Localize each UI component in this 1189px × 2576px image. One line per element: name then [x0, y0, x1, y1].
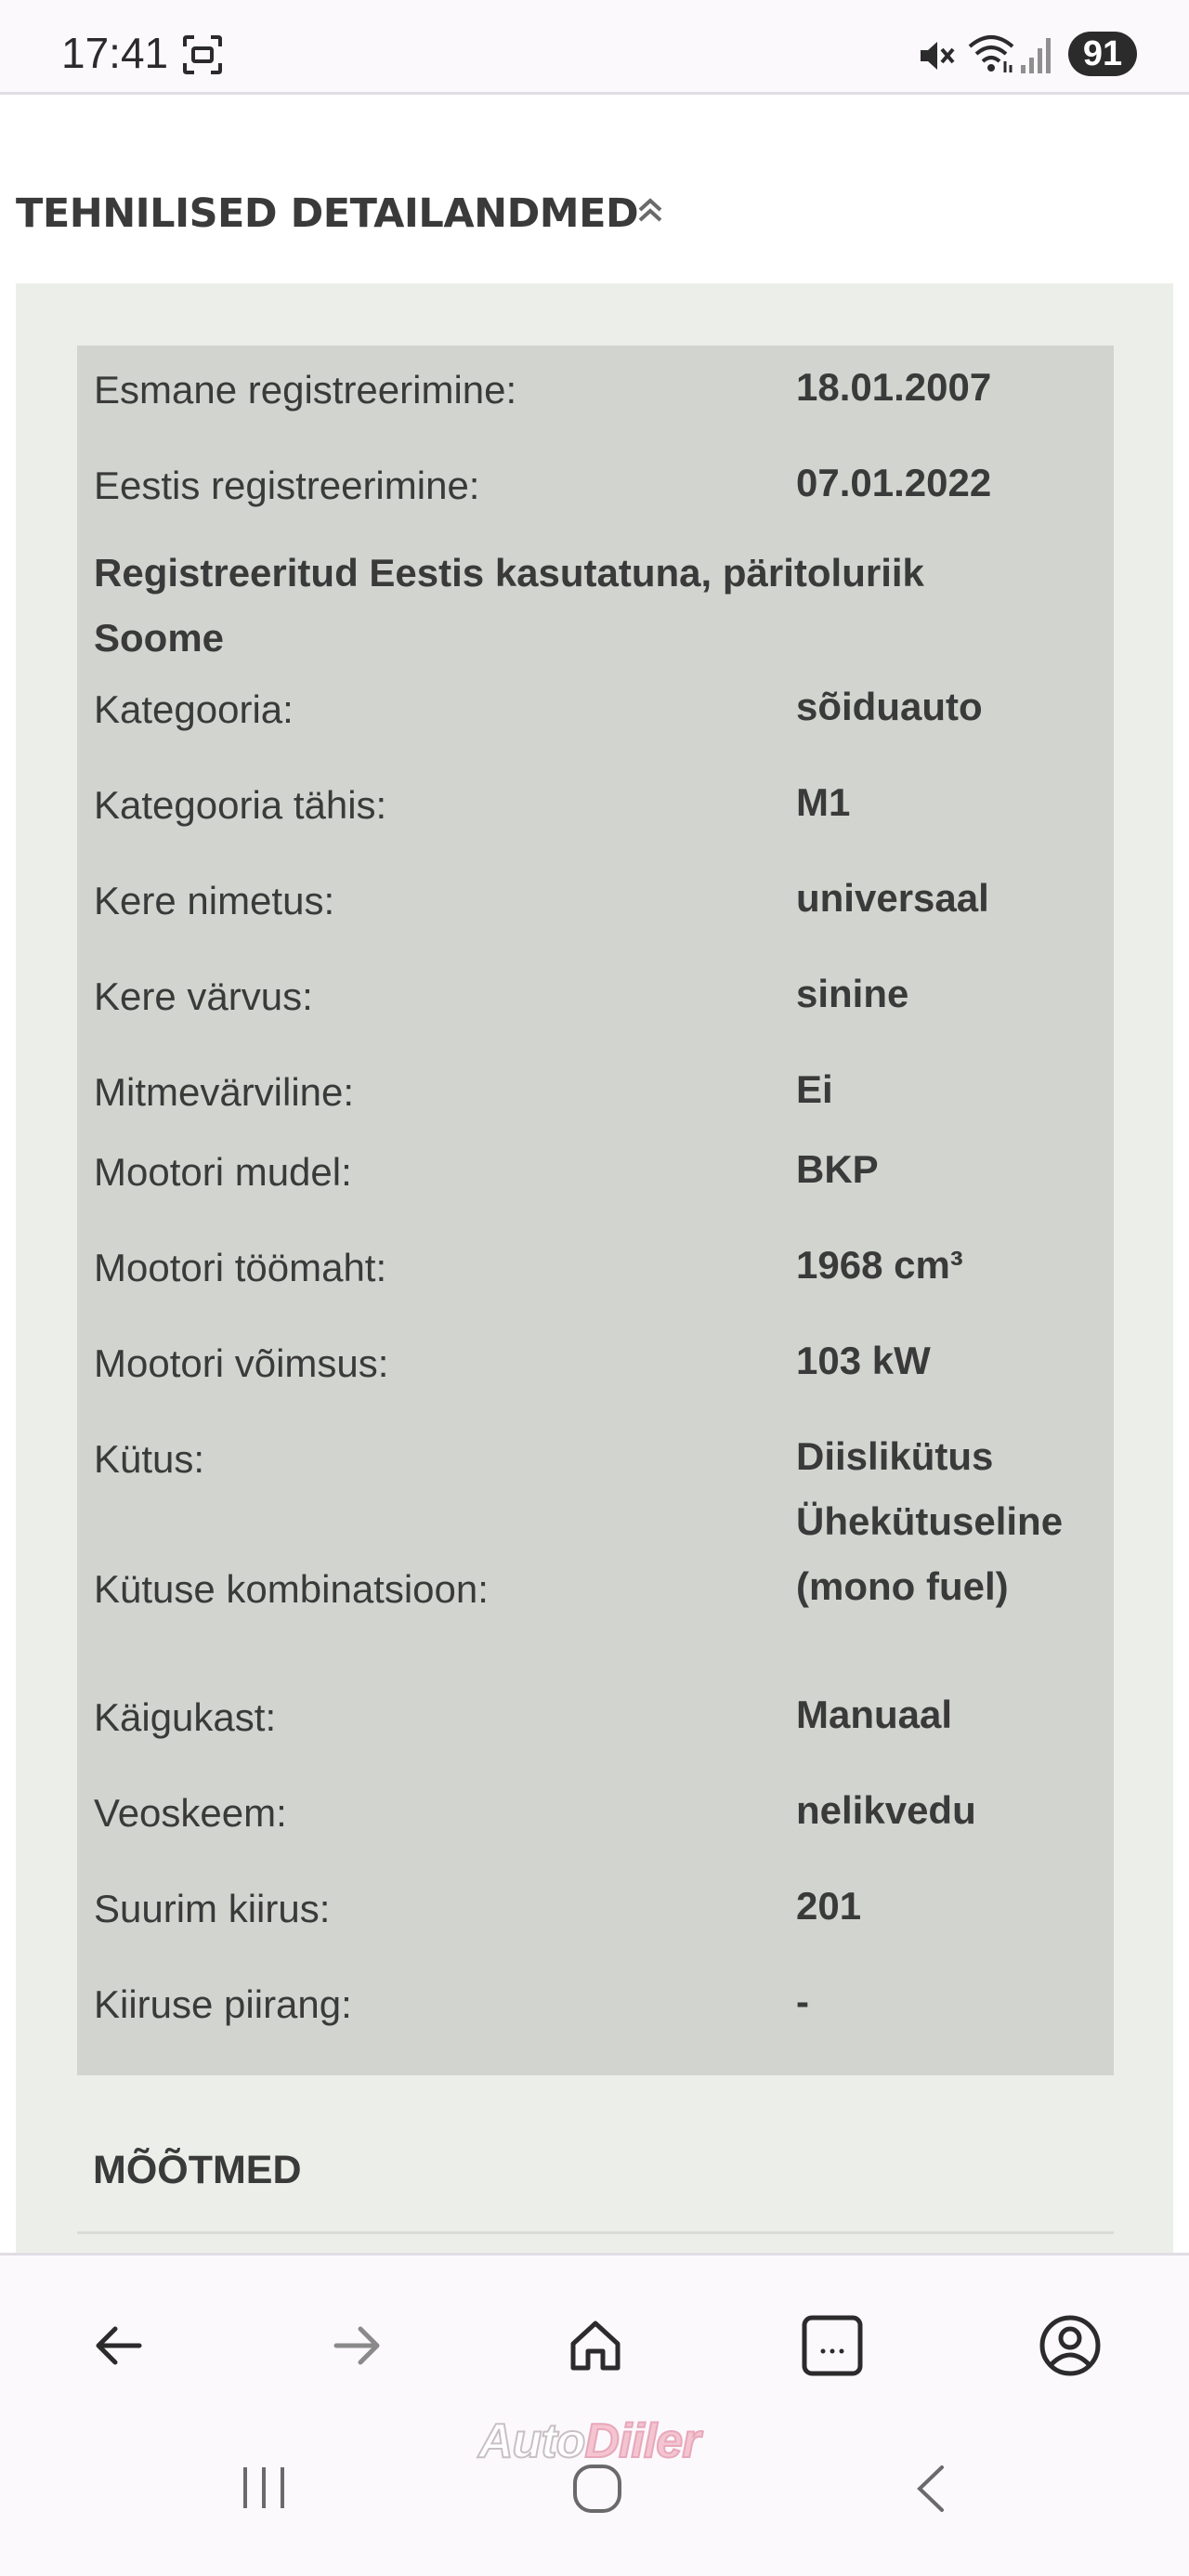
registration-note-line1: Registreeritud Eestis kasutatuna, päritoluriik	[94, 551, 924, 595]
detail-value: 201	[796, 1884, 862, 1928]
detail-value: 18.01.2007	[796, 365, 992, 409]
forward-arrow-icon	[329, 2318, 385, 2378]
detail-value-line1: Ühekütuseline	[796, 1499, 1064, 1543]
detail-value-line2: (mono fuel)	[796, 1564, 1009, 1608]
detail-value	[796, 1489, 1063, 1619]
profile-icon	[1039, 2314, 1102, 2382]
detail-value: nelikvedu	[796, 1788, 976, 1832]
forward-button[interactable]	[320, 2310, 394, 2385]
detail-value: sinine	[796, 972, 909, 1015]
home-nav-button[interactable]	[572, 2464, 622, 2518]
detail-value: Manuaal	[796, 1693, 953, 1736]
detail-value: BKP	[796, 1147, 879, 1191]
detail-label: Suurim kiirus:	[94, 1887, 331, 1930]
recent-apps-icon	[240, 2500, 288, 2516]
status-time: 17:41	[61, 29, 169, 77]
detail-value: 07.01.2022	[796, 461, 992, 504]
detail-value: sõiduauto	[796, 685, 983, 728]
detail-label: Kütuse kombinatsioon:	[94, 1567, 489, 1611]
chevron-double-up-icon[interactable]	[637, 197, 663, 229]
tabs-button[interactable]	[795, 2310, 869, 2385]
detail-label: Mootori mudel:	[94, 1150, 352, 1194]
wifi-icon	[966, 33, 1016, 79]
home-button[interactable]	[558, 2310, 633, 2385]
detail-label: Kiiruse piirang:	[94, 1982, 352, 2026]
detail-value: universaal	[796, 876, 989, 920]
profile-button[interactable]	[1033, 2310, 1107, 2385]
status-bar	[0, 0, 1189, 95]
screenshot-icon	[181, 33, 224, 81]
battery-level: 91	[1068, 32, 1137, 76]
divider	[77, 2231, 1114, 2234]
detail-value: 1968 cm³	[796, 1243, 963, 1287]
tabs-icon	[801, 2314, 864, 2382]
recent-apps-button[interactable]	[240, 2464, 288, 2517]
details-table	[77, 346, 1114, 2075]
mute-icon	[915, 35, 956, 81]
detail-label: Käigukast:	[94, 1695, 277, 1739]
detail-label: Eestis registreerimine:	[94, 464, 480, 507]
detail-label: Esmane registreerimine:	[94, 368, 517, 412]
registration-note-line2: Soome	[94, 616, 225, 660]
signal-icon	[1019, 35, 1056, 79]
watermark-part2: Diiler	[584, 2414, 700, 2468]
back-nav-icon	[912, 2502, 949, 2517]
detail-label: Veoskeem:	[94, 1791, 287, 1835]
back-nav-button[interactable]	[912, 2464, 949, 2518]
home-icon	[566, 2316, 625, 2380]
detail-label: Mitmevärviline:	[94, 1070, 355, 1114]
back-arrow-icon	[91, 2318, 147, 2378]
registration-note	[94, 541, 1023, 671]
detail-label: Kere nimetus:	[94, 879, 335, 922]
detail-value: -	[796, 1980, 809, 2023]
watermark-logo	[478, 2413, 699, 2469]
detail-label: Kütus:	[94, 1437, 205, 1481]
detail-label: Kere värvus:	[94, 974, 313, 1018]
detail-value: M1	[796, 780, 851, 824]
section-title: TEHNILISED DETAILANDMED	[16, 190, 639, 237]
detail-value: 103 kW	[796, 1339, 931, 1382]
home-nav-icon	[572, 2502, 622, 2517]
back-button[interactable]	[82, 2310, 156, 2385]
detail-value: Ei	[796, 1067, 833, 1111]
detail-label: Kategooria tähis:	[94, 783, 387, 827]
watermark-part1: Auto	[478, 2414, 585, 2468]
detail-value: Diislikütus	[796, 1434, 994, 1478]
dimensions-title[interactable]: MÕÕTMED	[93, 2148, 302, 2192]
detail-label: Mootori töömaht:	[94, 1246, 387, 1289]
detail-label: Kategooria:	[94, 687, 294, 731]
detail-label: Mootori võimsus:	[94, 1341, 389, 1385]
